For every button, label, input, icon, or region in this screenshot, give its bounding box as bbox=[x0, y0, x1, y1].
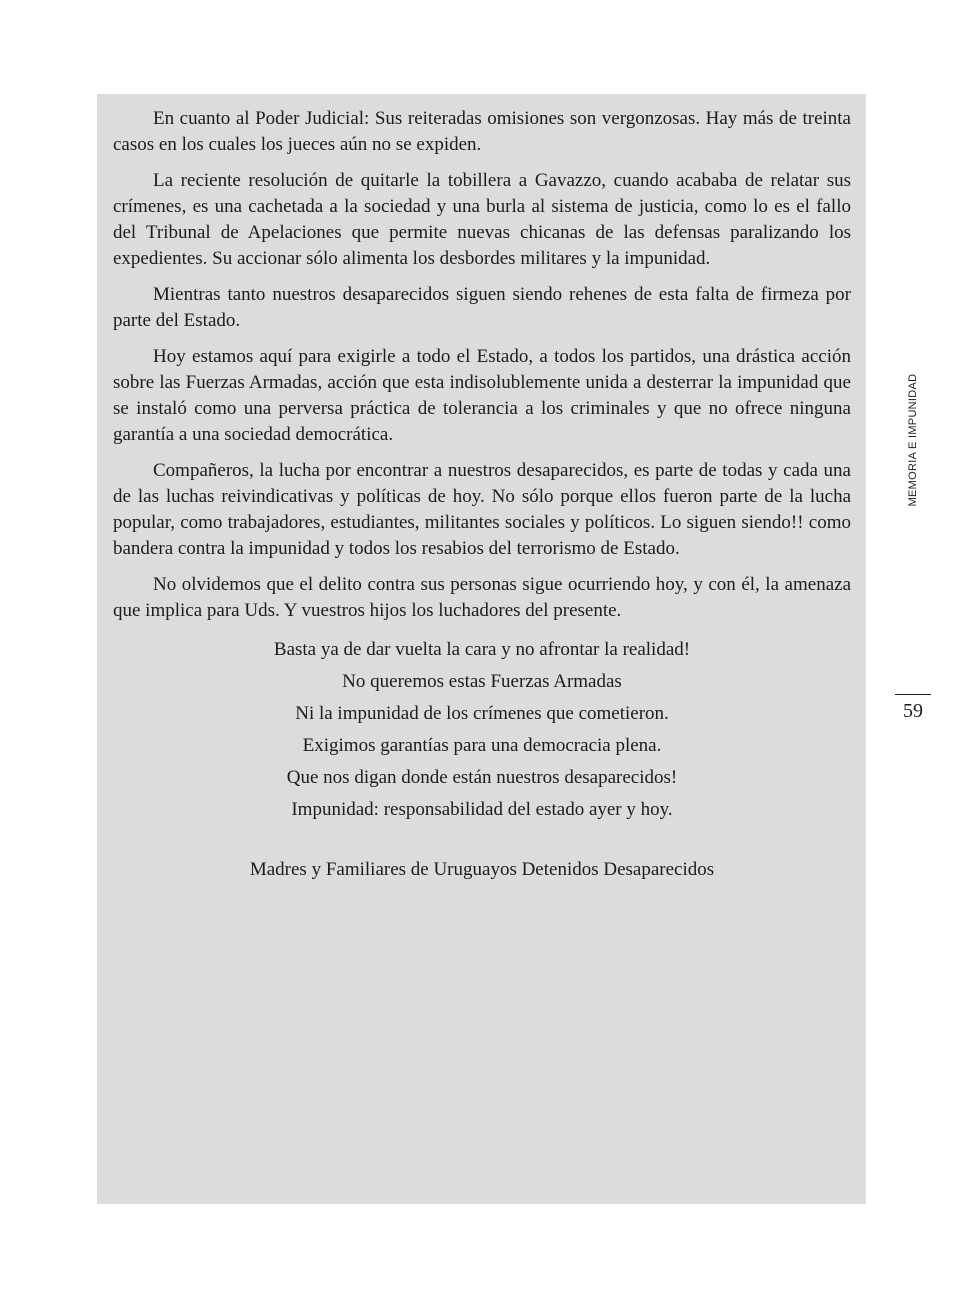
signature: Madres y Familiares de Uruguayos Detenidos Desaparecidos bbox=[249, 859, 715, 880]
page-number: 59 bbox=[903, 700, 923, 722]
slogans-block bbox=[113, 634, 851, 826]
slogan-line: Ni la impunidad de los crímenes que cometieron. bbox=[295, 703, 669, 724]
slogan-line: Que nos digan donde están nuestros desaparecidos! bbox=[286, 767, 678, 788]
slogan-line: No queremos estas Fuerzas Armadas bbox=[342, 671, 622, 692]
paragraph-rehenes: Mientras tanto nuestros desaparecidos siguen siendo rehenes de esta falta de firmeza por parte del Estado. bbox=[113, 284, 851, 331]
paragraph-poder-judicial: En cuanto al Poder Judicial: Sus reiteradas omisiones son vergonzosas. Hay más de treinta casos en los cuales los jueces aún no se expiden. bbox=[113, 108, 851, 155]
text-panel bbox=[97, 94, 866, 1204]
slogan-line: Impunidad: responsabilidad del estado ayer y hoy. bbox=[291, 799, 673, 820]
slogan-line: Exigimos garantías para una democracia plena. bbox=[302, 735, 662, 756]
page-number-rule bbox=[895, 694, 931, 695]
slogan-line: Basta ya de dar vuelta la cara y no afrontar la realidad! bbox=[273, 639, 691, 660]
paragraph-exigir-estado: Hoy estamos aquí para exigirle a todo el Estado, a todos los partidos, una drástica acción sobre las Fuerzas Armadas, acción que esta indisolublemente unida a desterrar la impunidad que se instaló como una perversa práctica de tolerancia a los criminales y que no ofrece ninguna garantía a una sociedad democrática. bbox=[113, 346, 851, 445]
paragraph-no-olvidemos: No olvidemos que el delito contra sus personas sigue ocurriendo hoy, y con él, la amenaza que implica para Uds. Y vuestros hijos los luchadores del presente. bbox=[113, 574, 851, 621]
section-side-label: MEMORIA E IMPUNIDAD bbox=[907, 373, 919, 507]
paragraph-tobillera: La reciente resolución de quitarle la tobillera a Gavazzo, cuando acababa de relatar sus crímenes, es una cachetada a la sociedad y una burla al sistema de justicia, como lo es el fallo del Tribunal de Apelaciones que permite nuevas chicanas de las defensas paralizando los expedientes. Su accionar sólo alimenta los desbordes militares y la impunidad. bbox=[113, 170, 851, 269]
paragraph-companeros: Compañeros, la lucha por encontrar a nuestros desaparecidos, es parte de todas y cada una de las luchas reivindicativas y políticas de hoy. No sólo porque ellos fueron parte de la lucha popular, como trabajadores, estudiantes, militantes sociales y políticos. Lo siguen siendo!! como bandera contra la impunidad y todos los resabios del terrorismo de Estado. bbox=[113, 460, 851, 559]
